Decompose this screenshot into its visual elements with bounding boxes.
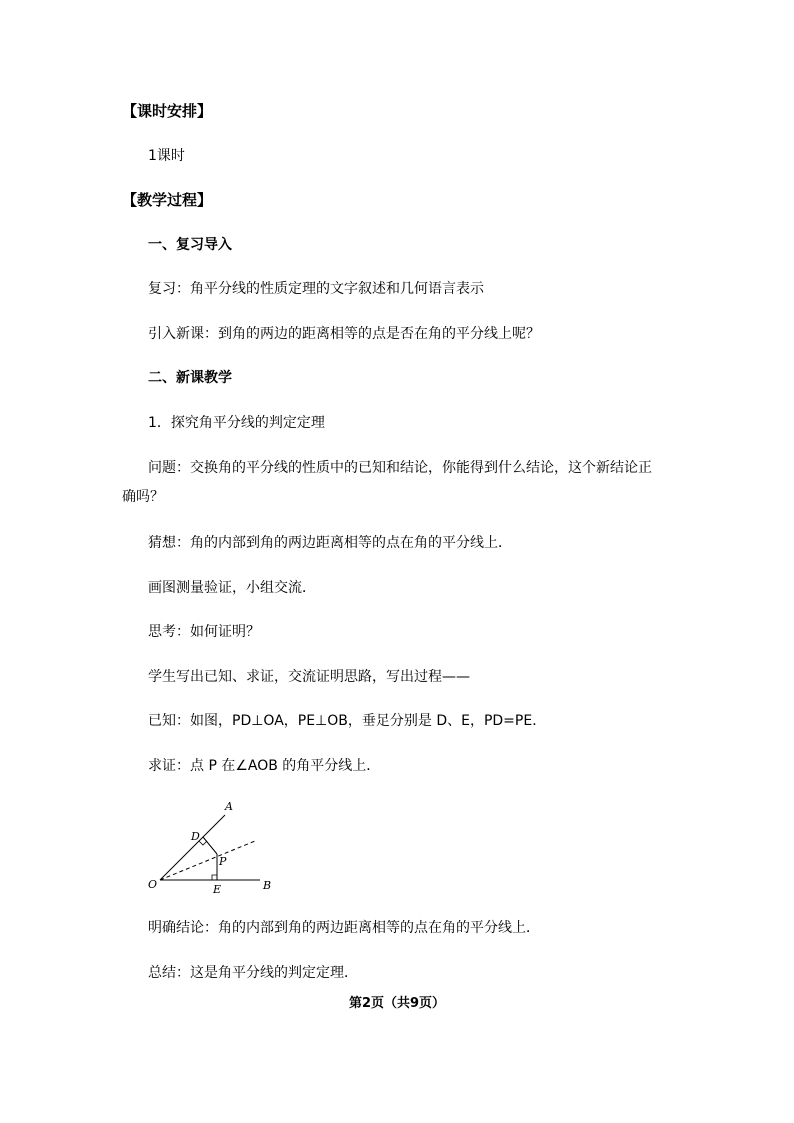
conclusion-text: 明确结论：角的内部到角的两边距离相等的点在角的平分线上． bbox=[148, 920, 540, 936]
bisector-line bbox=[160, 841, 255, 880]
label-b: B bbox=[263, 879, 272, 892]
process-heading: 【教学过程】 bbox=[122, 191, 213, 209]
summary-text: 总结：这是角平分线的判定定理． bbox=[148, 965, 358, 981]
step1-text: 1．探究角平分线的判定定理 bbox=[148, 415, 325, 431]
review-text: 复习：角平分线的性质定理的文字叙述和几何语言表示 bbox=[148, 281, 484, 297]
part2-heading: 二、新课教学 bbox=[148, 370, 232, 386]
right-angle-mark-e bbox=[212, 875, 217, 880]
prove-text: 求证：点 P 在∠AOB 的角平分线上． bbox=[148, 758, 381, 774]
part1-heading: 一、复习导入 bbox=[148, 237, 232, 253]
label-a: A bbox=[225, 800, 233, 813]
question-line-2: 确吗？ bbox=[122, 489, 164, 505]
segment-pd bbox=[203, 837, 217, 854]
think-text: 思考：如何证明？ bbox=[148, 624, 260, 640]
ray-oa bbox=[160, 815, 225, 880]
page-footer: 第2页（共9页） bbox=[348, 996, 446, 1011]
intro-text: 引入新课：到角的两边的距离相等的点是否在角的平分线上呢？ bbox=[148, 326, 540, 342]
label-p: P bbox=[219, 855, 227, 868]
question-line-1: 问题：交换角的平分线的性质中的已知和结论，你能得到什么结论，这个新结论正 bbox=[148, 460, 652, 476]
schedule-text: 1课时 bbox=[148, 148, 185, 164]
schedule-heading: 【课时安排】 bbox=[122, 102, 213, 120]
right-angle-mark-d bbox=[199, 841, 207, 845]
guess-text: 猜想：角的内部到角的两边距离相等的点在角的平分线上． bbox=[148, 535, 512, 551]
draw-text: 画图测量验证，小组交流． bbox=[148, 580, 316, 596]
label-e: E bbox=[213, 883, 222, 896]
label-o: O bbox=[148, 878, 158, 891]
students-text: 学生写出已知、求证，交流证明思路，写出过程—— bbox=[148, 669, 470, 685]
label-d: D bbox=[191, 830, 200, 843]
given-text: 已知：如图，PD⊥OA，PE⊥OB，垂足分别是 D、E，PD=PE． bbox=[148, 713, 547, 729]
angle-bisector-figure bbox=[145, 797, 285, 897]
